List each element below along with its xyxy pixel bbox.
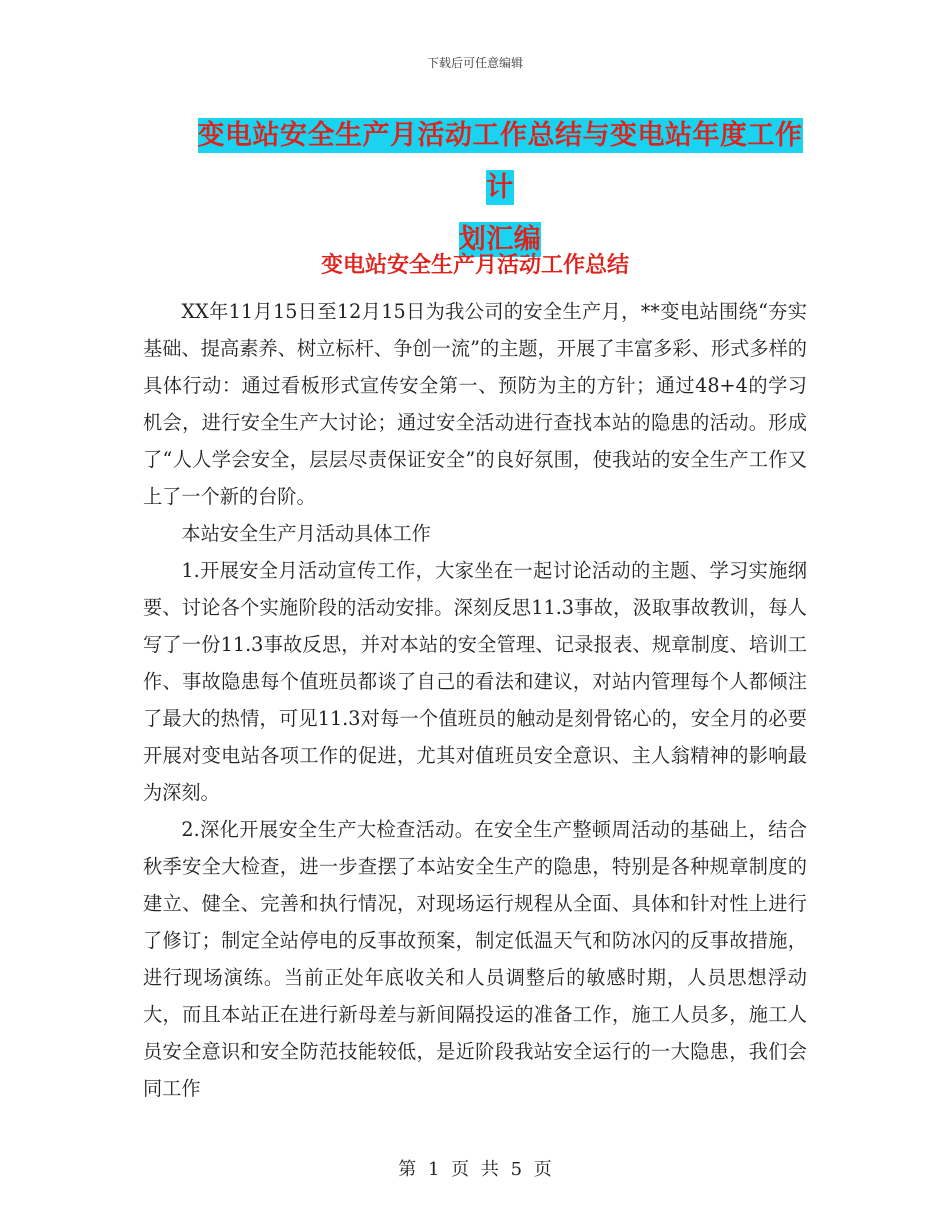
section-title: 变电站安全生产月活动工作总结 xyxy=(320,252,629,278)
paragraph-subheading: 本站安全生产月活动具体工作 xyxy=(181,522,431,545)
document-title-line1: 变电站安全生产月活动工作总结与变电站年度工作计 xyxy=(197,120,803,203)
paragraph-item-1: 1.开展安全月活动宣传工作，大家坐在一起讨论活动的主题、学习实施纲要、讨论各个实施阶段的活动安排。深刻反思11.3事故，汲取事故教训，每人写了一份11.3事故反思，并对本站的安全管理、记录报表、规章制度、培训工作、事故隐患每个值班员都谈了自己的看法和建议，对站内管理每个人都倾注了最大的热情，可见11.3对每一个值班员的触动是刻骨铭心的，安全月的必要开展对变电站各项工作的促进，尤其对值班员安全意识、主人翁精神的影响最为深刻。 xyxy=(143,559,807,804)
document-title-line2: 划汇编 xyxy=(458,224,542,255)
header-note: 下载后可任意编辑 xyxy=(426,56,523,70)
document-body xyxy=(143,293,807,1107)
paragraph-intro: XX年11月15日至12月15日为我公司的安全生产月，**变电站围绕“夯实基础、提高素养、树立标杆、争创一流”的主题，开展了丰富多彩、形式多样的具体行动：通过看板形式宣传安全第一、预防为主的方针；通过48+4的学习机会，进行安全生产大讨论；通过安全活动进行查找本站的隐患的活动。形成了“人人学会安全，层层尽责保证安全”的良好氛围，使我站的安全生产工作又上了一个新的台阶。 xyxy=(143,300,807,508)
document-title xyxy=(192,110,808,266)
paragraph-item-2: 2.深化开展安全生产大检查活动。在安全生产整顿周活动的基础上，结合秋季安全大检查，进一步查摆了本站安全生产的隐患，特别是各种规章制度的建立、健全、完善和执行情况，对现场运行规程从全面、具体和针对性上进行了修订；制定全站停电的反事故预案，制定低温天气和防冰闪的反事故措施，进行现场演练。当前正处年底收关和人员调整后的敏感时期，人员思想浮动大，而且本站正在进行新母差与新间隔投运的准备工作，施工人员多，施工人员安全意识和安全防范技能较低，是近阶段我站安全运行的一大隐患，我们会同工作 xyxy=(143,818,807,1100)
page-footer: 第 1 页 共 5 页 xyxy=(398,1159,552,1180)
